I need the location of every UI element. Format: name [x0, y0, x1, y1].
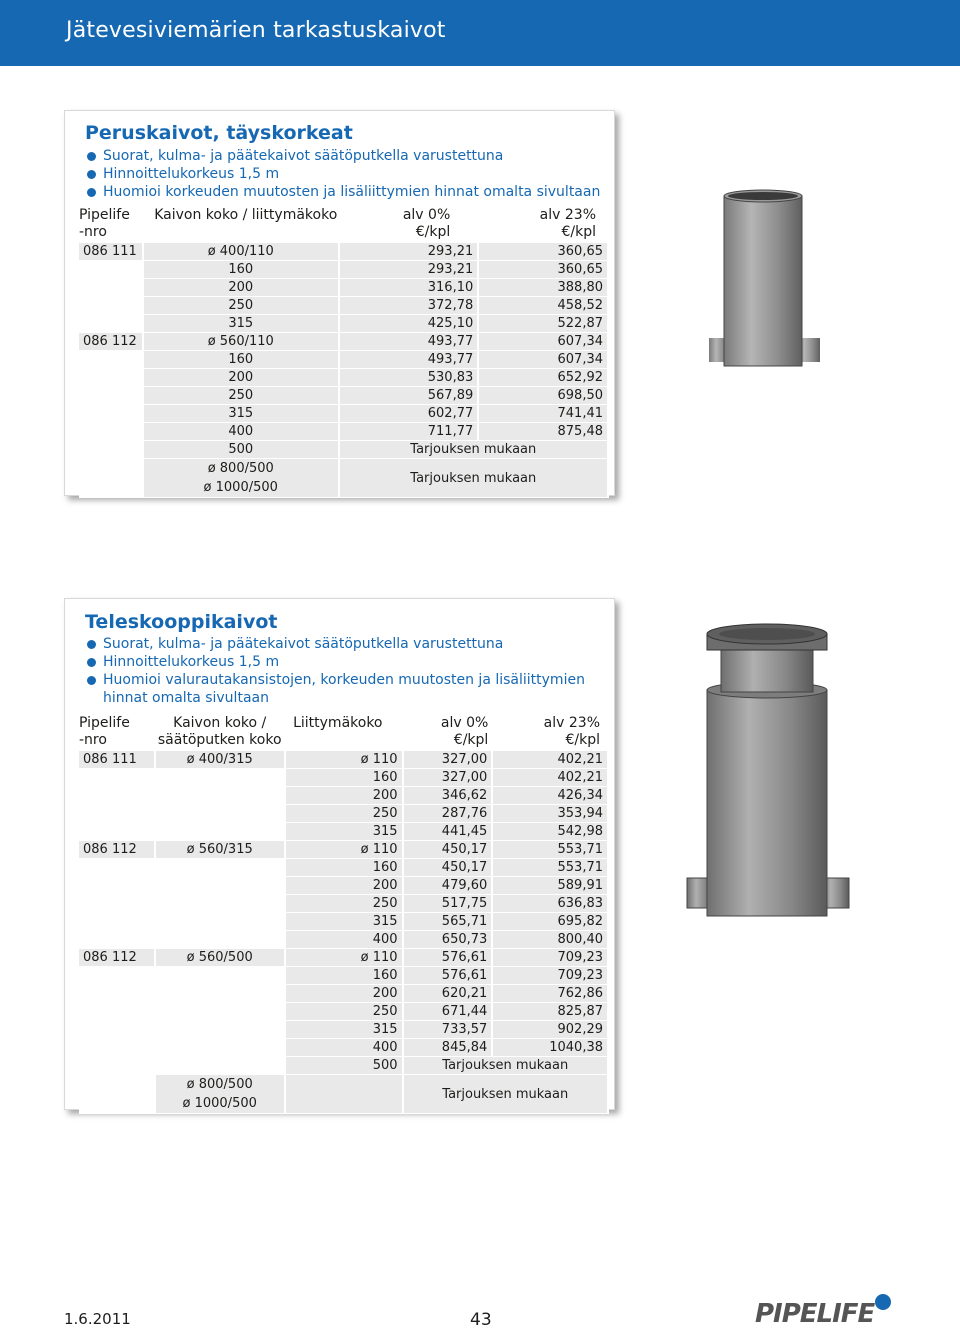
product-number-cell	[79, 859, 155, 877]
price-incl-vat-cell: 353,94	[492, 805, 608, 823]
table-row	[79, 769, 608, 787]
price-excl-vat-cell: 576,61	[403, 949, 493, 967]
table-row	[79, 859, 608, 877]
product-number-cell	[79, 1057, 155, 1075]
connection-size-cell: 160	[285, 967, 403, 985]
product-number-cell	[79, 441, 143, 459]
price-excl-vat-cell: 567,89	[339, 387, 479, 405]
price-excl-vat-cell: 650,73	[403, 931, 493, 949]
table-row	[79, 459, 608, 498]
size-cell	[155, 1021, 285, 1039]
price-incl-vat-cell: 652,92	[478, 369, 608, 387]
product-number-cell	[79, 405, 143, 423]
bullet-item: Hinnoittelukorkeus 1,5 m	[85, 165, 605, 183]
product-number-cell	[79, 315, 143, 333]
size-cell	[155, 859, 285, 877]
product-number-cell	[79, 805, 155, 823]
price-excl-vat-cell: 493,77	[339, 333, 479, 351]
size-cell	[155, 1075, 285, 1114]
price-incl-vat-cell: 360,65	[478, 243, 608, 261]
price-incl-vat-cell: 426,34	[492, 787, 608, 805]
price-incl-vat-cell: 402,21	[492, 751, 608, 769]
table-row	[79, 1039, 608, 1057]
size-cell	[155, 985, 285, 1003]
size-cell: 315	[143, 405, 339, 423]
table-row	[79, 931, 608, 949]
price-incl-vat-cell: 1040,38	[492, 1039, 608, 1057]
page-header	[0, 0, 960, 66]
connection-size-cell: 160	[285, 859, 403, 877]
table-row	[79, 877, 608, 895]
price-incl-vat-cell: 636,83	[492, 895, 608, 913]
size-cell: 250	[143, 387, 339, 405]
product-number-cell	[79, 423, 143, 441]
product-number-cell	[79, 387, 143, 405]
price-excl-vat-cell: 845,84	[403, 1039, 493, 1057]
connection-size-cell: 200	[285, 877, 403, 895]
bullet-item: Suorat, kulma- ja päätekaivot säätöputkella varustettuna	[85, 147, 605, 165]
connection-size-cell: 250	[285, 805, 403, 823]
table-row	[79, 351, 608, 369]
connection-size-cell: 250	[285, 1003, 403, 1021]
price-excl-vat-cell: 517,75	[403, 895, 493, 913]
table-row	[79, 333, 608, 351]
size-cell: 250	[143, 297, 339, 315]
price-incl-vat-cell: 607,34	[478, 333, 608, 351]
price-excl-vat-cell: 316,10	[339, 279, 479, 297]
section-title: Peruskaivot, täyskorkeat	[85, 122, 353, 144]
bullet-item: Huomioi valurautakansistojen, korkeuden muutosten ja lisäliittymien hinnat omalta sivultaan	[85, 671, 605, 707]
product-number-cell	[79, 1075, 155, 1114]
price-incl-vat-cell: 698,50	[478, 387, 608, 405]
price-incl-vat-cell: 800,40	[492, 931, 608, 949]
price-excl-vat-cell: 733,57	[403, 1021, 493, 1039]
price-excl-vat-cell: 287,76	[403, 805, 493, 823]
price-excl-vat-cell: 530,83	[339, 369, 479, 387]
price-excl-vat-cell: 327,00	[403, 751, 493, 769]
size-cell	[155, 931, 285, 949]
size-cell	[155, 1003, 285, 1021]
size-cell	[155, 787, 285, 805]
page-title: Jätevesiviemärien tarkastuskaivot	[66, 18, 446, 43]
table-row	[79, 261, 608, 279]
table-row	[79, 841, 608, 859]
size-cell: 160	[143, 351, 339, 369]
price-incl-vat-cell: 607,34	[478, 351, 608, 369]
bullet-item: Hinnoittelukorkeus 1,5 m	[85, 653, 605, 671]
price-on-request-cell: Tarjouksen mukaan	[339, 459, 608, 498]
product-number-cell	[79, 985, 155, 1003]
price-excl-vat-cell: 576,61	[403, 967, 493, 985]
price-incl-vat-cell: 741,41	[478, 405, 608, 423]
column-header: Pipelife -nro	[79, 207, 130, 240]
price-excl-vat-cell: 493,77	[339, 351, 479, 369]
price-on-request-cell: Tarjouksen mukaan	[339, 441, 608, 459]
connection-size-cell: 400	[285, 931, 403, 949]
connection-size-cell: 200	[285, 787, 403, 805]
connection-size-cell	[285, 1075, 403, 1114]
size-line: ø 1000/500	[203, 480, 278, 495]
price-excl-vat-cell: 450,17	[403, 859, 493, 877]
table-row	[79, 787, 608, 805]
logo-wordmark: PIPELIFE	[755, 1299, 875, 1328]
column-header: alv 0% €/kpl	[402, 207, 451, 240]
table-row	[79, 387, 608, 405]
table-row	[79, 949, 608, 967]
table-row	[79, 369, 608, 387]
size-cell: 315	[143, 315, 339, 333]
table-row	[79, 423, 608, 441]
price-excl-vat-cell: 441,45	[403, 823, 493, 841]
product-number-cell	[79, 279, 143, 297]
size-cell: ø 560/315	[155, 841, 285, 859]
section-title: Teleskooppikaivot	[85, 611, 278, 633]
size-cell	[155, 1039, 285, 1057]
size-cell: 500	[143, 441, 339, 459]
price-excl-vat-cell: 346,62	[403, 787, 493, 805]
size-cell: 200	[143, 279, 339, 297]
price-incl-vat-cell: 388,80	[478, 279, 608, 297]
size-cell	[155, 967, 285, 985]
price-on-request-cell: Tarjouksen mukaan	[403, 1075, 608, 1114]
connection-size-cell: 315	[285, 1021, 403, 1039]
price-excl-vat-cell: 293,21	[339, 261, 479, 279]
price-excl-vat-cell: 671,44	[403, 1003, 493, 1021]
bullet-item: Huomioi korkeuden muutosten ja lisäliittymien hinnat omalta sivultaan	[85, 183, 605, 201]
price-incl-vat-cell: 825,87	[492, 1003, 608, 1021]
table-row	[79, 405, 608, 423]
table-row	[79, 279, 608, 297]
product-number-cell	[79, 931, 155, 949]
product-number-cell: 086 112	[79, 333, 143, 351]
size-cell: ø 400/315	[155, 751, 285, 769]
bullet-item: Suorat, kulma- ja päätekaivot säätöputkella varustettuna	[85, 635, 605, 653]
table-row	[79, 985, 608, 1003]
table-row	[79, 1075, 608, 1114]
price-incl-vat-cell: 709,23	[492, 967, 608, 985]
price-excl-vat-cell: 425,10	[339, 315, 479, 333]
product-number-cell	[79, 369, 143, 387]
price-excl-vat-cell: 711,77	[339, 423, 479, 441]
price-incl-vat-cell: 458,52	[478, 297, 608, 315]
size-cell: ø 400/110	[143, 243, 339, 261]
price-excl-vat-cell: 372,78	[339, 297, 479, 315]
connection-size-cell: 500	[285, 1057, 403, 1075]
size-cell	[155, 877, 285, 895]
section-peruskaivot	[64, 110, 615, 496]
connection-size-cell: 160	[285, 769, 403, 787]
size-cell: 160	[143, 261, 339, 279]
price-incl-vat-cell: 589,91	[492, 877, 608, 895]
connection-size-cell: ø 110	[285, 949, 403, 967]
product-number-cell	[79, 787, 155, 805]
connection-size-cell: ø 110	[285, 751, 403, 769]
table-row	[79, 1057, 608, 1075]
footer-date: 1.6.2011	[64, 1310, 131, 1328]
size-cell: 200	[143, 369, 339, 387]
product-number-cell	[79, 1021, 155, 1039]
section-teleskooppikaivot	[64, 598, 615, 1110]
product-number-cell	[79, 459, 143, 498]
price-incl-vat-cell: 902,29	[492, 1021, 608, 1039]
price-table	[79, 207, 609, 498]
connection-size-cell: 200	[285, 985, 403, 1003]
size-line: ø 800/500	[186, 1077, 253, 1092]
table-row	[79, 297, 608, 315]
price-incl-vat-cell: 553,71	[492, 859, 608, 877]
column-header: Liittymäkoko	[293, 715, 383, 731]
table-row	[79, 1003, 608, 1021]
size-cell	[155, 913, 285, 931]
product-number-cell: 086 112	[79, 841, 155, 859]
column-header: alv 23% €/kpl	[539, 207, 596, 240]
column-header: Kaivon koko / liittymäkoko	[154, 207, 338, 223]
price-excl-vat-cell: 565,71	[403, 913, 493, 931]
price-excl-vat-cell: 602,77	[339, 405, 479, 423]
product-number-cell	[79, 913, 155, 931]
size-cell: 400	[143, 423, 339, 441]
price-incl-vat-cell: 762,86	[492, 985, 608, 1003]
size-line: ø 800/500	[207, 461, 274, 476]
column-header: Pipelife -nro	[79, 715, 130, 748]
pipelife-logo	[755, 1292, 895, 1328]
product-number-cell: 086 111	[79, 243, 143, 261]
size-cell	[155, 823, 285, 841]
product-number-cell	[79, 351, 143, 369]
table-row	[79, 895, 608, 913]
page-number: 43	[470, 1310, 492, 1330]
table-row	[79, 315, 608, 333]
product-number-cell	[79, 1039, 155, 1057]
column-header: alv 0% €/kpl	[440, 715, 489, 748]
bullet-list	[85, 635, 605, 707]
product-number-cell	[79, 297, 143, 315]
size-cell	[155, 895, 285, 913]
product-number-cell	[79, 967, 155, 985]
size-cell	[143, 459, 339, 498]
price-excl-vat-cell: 293,21	[339, 243, 479, 261]
table-row	[79, 751, 608, 769]
product-number-cell	[79, 1003, 155, 1021]
price-excl-vat-cell: 620,21	[403, 985, 493, 1003]
table-row	[79, 913, 608, 931]
price-incl-vat-cell: 709,23	[492, 949, 608, 967]
product-number-cell	[79, 769, 155, 787]
price-excl-vat-cell: 479,60	[403, 877, 493, 895]
price-table	[79, 715, 609, 1114]
column-header: Kaivon koko / säätöputken koko	[157, 715, 282, 748]
price-incl-vat-cell: 695,82	[492, 913, 608, 931]
product-number-cell	[79, 261, 143, 279]
teleskooppikaivo-product-image	[685, 620, 855, 920]
price-on-request-cell: Tarjouksen mukaan	[403, 1057, 608, 1075]
size-cell: ø 560/110	[143, 333, 339, 351]
price-incl-vat-cell: 875,48	[478, 423, 608, 441]
connection-size-cell: 315	[285, 913, 403, 931]
table-row	[79, 967, 608, 985]
connection-size-cell: 315	[285, 823, 403, 841]
price-incl-vat-cell: 402,21	[492, 769, 608, 787]
table-row	[79, 805, 608, 823]
connection-size-cell: ø 110	[285, 841, 403, 859]
product-number-cell	[79, 823, 155, 841]
size-line: ø 1000/500	[182, 1096, 257, 1111]
column-header: alv 23% €/kpl	[543, 715, 600, 748]
product-number-cell	[79, 895, 155, 913]
size-cell: ø 560/500	[155, 949, 285, 967]
size-cell	[155, 769, 285, 787]
table-row	[79, 1021, 608, 1039]
price-incl-vat-cell: 360,65	[478, 261, 608, 279]
product-number-cell	[79, 877, 155, 895]
table-row	[79, 823, 608, 841]
product-number-cell: 086 111	[79, 751, 155, 769]
size-cell	[155, 805, 285, 823]
table-row	[79, 441, 608, 459]
price-excl-vat-cell: 327,00	[403, 769, 493, 787]
size-cell	[155, 1057, 285, 1075]
price-incl-vat-cell: 553,71	[492, 841, 608, 859]
price-incl-vat-cell: 522,87	[478, 315, 608, 333]
bullet-list	[85, 147, 605, 201]
price-excl-vat-cell: 450,17	[403, 841, 493, 859]
connection-size-cell: 400	[285, 1039, 403, 1057]
table-row	[79, 243, 608, 261]
connection-size-cell: 250	[285, 895, 403, 913]
peruskaivo-product-image	[700, 188, 830, 368]
price-incl-vat-cell: 542,98	[492, 823, 608, 841]
product-number-cell: 086 112	[79, 949, 155, 967]
